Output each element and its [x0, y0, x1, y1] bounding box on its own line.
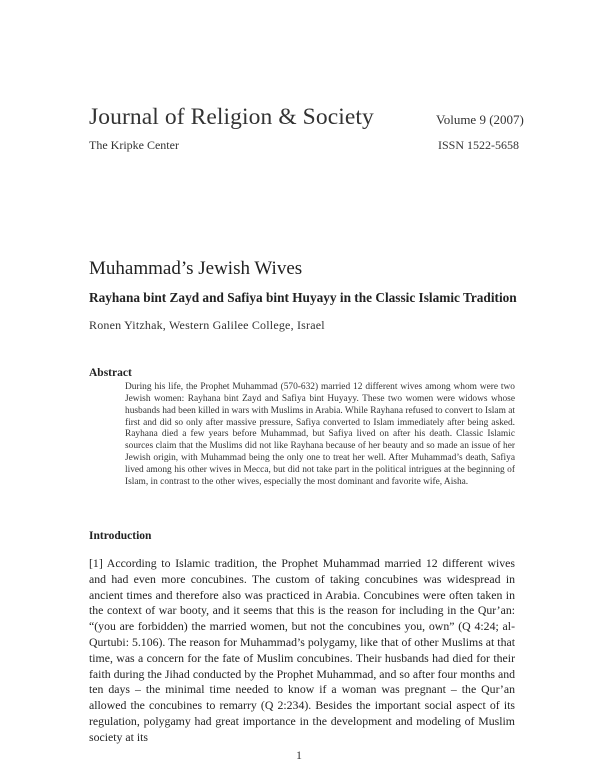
article-title: Muhammad’s Jewish Wives [89, 258, 303, 279]
article-subtitle: Rayhana bint Zayd and Safiya bint Huyayy in the Classic Islamic Tradition [89, 290, 517, 305]
introduction-paragraph: [1] According to Islamic tradition, the Prophet Muhammad married 12 different wives and had even more concubines. The custom of taking concubines was widespread in ancient times and therefore also was practiced in Arabia. Concubines were often taken in the context of war booty, and it seems that this is the reason for including in the Qur’an: “(you are forbidden) the married women, but not the concubines you, own” (Q 4:24; al-Qurtubi: 5.106). The reason for Muhammad’s polygamy, like that of other Muslims at that time, was a concern for the fate of Muslim concubines. Their husbands had died for their faith during the Jihad conducted by the Prophet Muhammad, and so after four months and ten days – the minimal time needed to know if a woman was pregnant – the Qur’an allowed the concubines to remarry (Q 2:234). Besides the important social aspect of its regulation, polygamy had great importance in the development and modeling of Muslim society at its [89, 556, 515, 744]
introduction-heading: Introduction [89, 530, 152, 542]
page-number: 1 [296, 748, 302, 762]
journal-title: Journal of Religion & Society [89, 104, 374, 130]
author-line: Ronen Yitzhak, Western Galilee College, Israel [89, 318, 325, 332]
publisher-name: The Kripke Center [89, 138, 179, 152]
abstract-heading: Abstract [89, 367, 132, 379]
abstract-text: During his life, the Prophet Muhammad (570-632) married 12 different wives among whom were two Jewish women: Rayhana bint Zayd and Safiya bint Huyayy. These two women were widows whose husbands had been killed in wars with Muslims in Arabia. While Rayhana refused to convert to Islam at first and did so only after massive pressure, Safiya converted to Islam immediately after being asked. Rayhana died a few years before Muhammad, but Safiya lived on after his death. Classic Islamic sources claim that the Muslims did not like Rayhana because of her beauty and so made an issue of her Jewish origin, with Muhammad being the only one to treat her well. After Muhammad’s death, Safiya lived among his other wives in Mecca, but did not take part in the political intrigues at the beginning of Islam, in contrast to the other wives, especially the most dominant and favorite wife, Aisha. [125, 382, 515, 487]
issn-number: ISSN 1522-5658 [438, 138, 520, 152]
journal-volume: Volume 9 (2007) [436, 112, 524, 127]
